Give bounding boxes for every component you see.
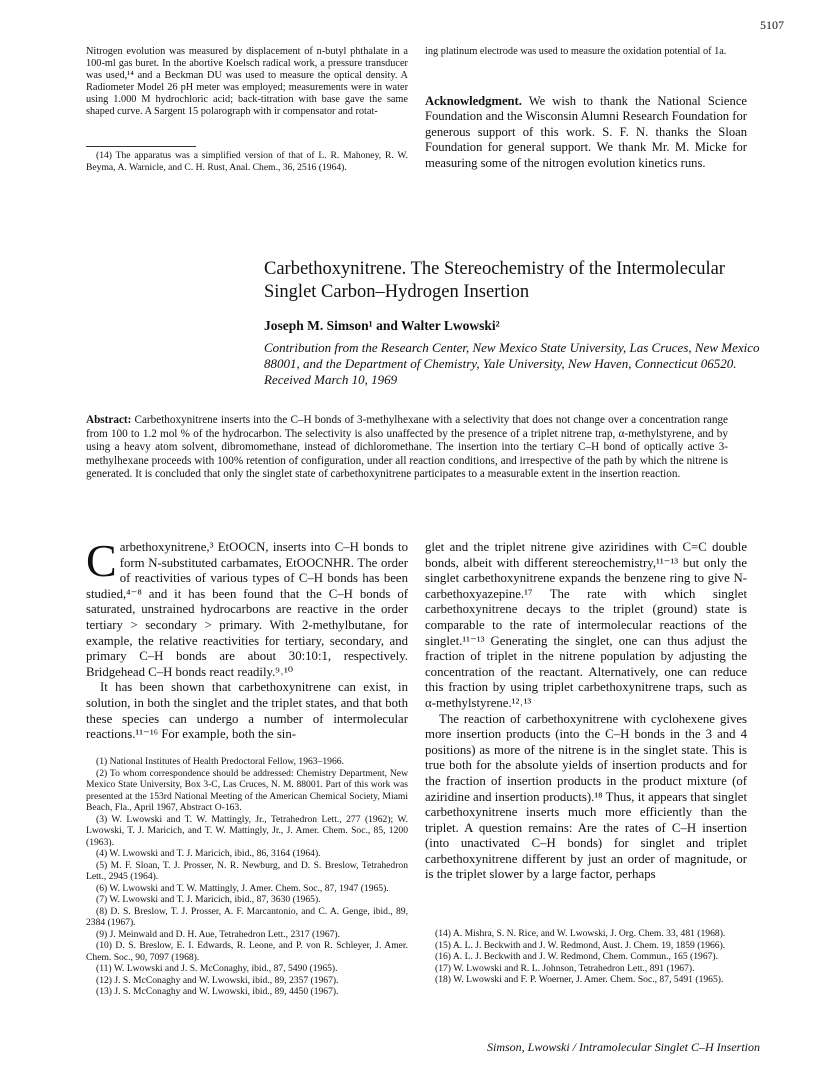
right-footnote-1: (15) A. L. J. Beckwith and J. W. Redmond, Aust. J. Chem. 19, 1859 (1966). xyxy=(435,939,726,951)
right-footnotes xyxy=(425,928,747,986)
top-left-footnote xyxy=(86,150,408,173)
footnote-rule xyxy=(86,146,196,147)
intro-paragraph-2: It has been shown that carbethoxynitrene can exist, in solution, in both the singlet and the triplet states, and that both these species can undergo a number of intermolecular reactions.¹¹⁻¹⁶ For example, both the sin- xyxy=(86,680,408,742)
intro-paragraph-1-text: arbethoxynitrene,³ EtOOCN, inserts into C–H bonds to form N-substituted carbamates, EtOOCNHR. The order of reactivities of various types of C–H bonds has been studied,⁴⁻⁸ and it has been found that the C–H bonds of saturated, unstrained hydrocarbons are reactive in the order tertiary > secondary > primary. With 2-methylbutane, for example, the relative reactivities for tertiary, secondary, and primary C–H bonds are about 30:10:1, respectively. Bridgehead C–H bonds react readily.⁹˒¹⁰ xyxy=(86,540,408,679)
left-footnote-5: (6) W. Lwowski and T. W. Mattingly, J. Amer. Chem. Soc., 87, 1947 (1965). xyxy=(96,882,389,894)
left-body-column xyxy=(86,535,408,743)
left-footnote-6: (7) W. Lwowski and T. J. Maricich, ibid., 87, 3630 (1965). xyxy=(96,894,321,905)
right-footnote-4: (18) W. Lwowski and F. P. Woerner, J. Amer. Chem. Soc., 87, 5491 (1965). xyxy=(435,974,724,985)
right-body-column xyxy=(425,540,747,883)
left-footnote-8: (9) J. Meinwald and D. H. Aue, Tetrahedron Lett., 2317 (1967). xyxy=(96,928,341,940)
abstract-text: Carbethoxynitrene inserts into the C–H bonds of 3-methylhexane with a selectivity that does not change over a concentration range from 100 to 1.2 mol % of the hydrocarbon. The selectivity is also unaffected by the presence of a triplet nitrene trap, α-methylstyrene, and by using a heavy atom solvent, dibromomethane, instead of dichloromethane. The insertion into the tertiary C–H bond of optically active 3-methylhexane proceeds with 100% retention of configuration, under all reaction conditions, and irrespective of the path by which the nitrene is generated. It is concluded that only the singlet state of carbethoxynitrene participates to a measurable extent in the insertion reaction. xyxy=(86,414,729,481)
left-footnote-3: (4) W. Lwowski and T. J. Maricich, ibid., 86, 3164 (1964). xyxy=(96,848,321,859)
article-title: Carbethoxynitrene. The Stereochemistry of the Intermolecular Singlet Carbon–Hydrogen Insertion xyxy=(264,259,725,302)
right-paragraph-2: The reaction of carbethoxynitrene with cyclohexene gives more insertion products (into the C–H bonds in the 3 and 4 positions) as more of the nitrene is in the singlet state. This is true both for the absolute yields of insertion products and for the fraction of insertion products in the product mixture (of aziridine and insertion products).¹⁸ Thus, it appears that singlet carbethoxynitrene inserts much more efficiently than the triplet. A question remains: Are the rates of C–H insertion (into unactivated C–H bonds) for singlet and triplet carbethoxynitrene different by just an order of magnitude, or is the triplet slower by a large factor, perhaps xyxy=(425,711,747,882)
left-footnote-12: (13) J. S. McConaghy and W. Lwowski, ibid., 89, 4450 (1967). xyxy=(96,986,339,997)
left-footnote-1: (2) To whom correspondence should be addressed: Chemistry Department, New Mexico State University, Box 3-C, Las Cruces, N. M. 88001. Part of this work was presented at the 153rd National Meeting of the American Chemical Society, Miami Beach, Fla., April 1967, Abstract O-163. xyxy=(86,767,408,813)
right-footnote-2: (16) A. L. J. Beckwith and J. W. Redmond, Chem. Commun., 165 (1967). xyxy=(435,951,719,962)
running-footer: Simson, Lwowski / Intramolecular Singlet C–H Insertion xyxy=(487,1040,760,1054)
right-footnote-0: (14) A. Mishra, S. N. Rice, and W. Lwowski, J. Org. Chem. 33, 481 (1968). xyxy=(435,928,726,939)
top-left-paragraph xyxy=(86,46,408,118)
abstract-label: Abstract: xyxy=(86,414,132,426)
left-footnote-9: (10) D. S. Breslow, E. I. Edwards, R. Leone, and P. von R. Schleyer, J. Amer. Chem. Soc., 90, 7097 (1968). xyxy=(86,940,408,963)
top-right-paragraph-text: ing platinum electrode was used to measure the oxidation potential of 1a. xyxy=(425,46,727,57)
affiliation: Contribution from the Research Center, New Mexico State University, Las Cruces, New Mexico 88001, and the Department of Chemistry, Yale University, New Haven, Connecticut 06520. Received March 10, 1969 xyxy=(264,340,760,387)
acknowledgment xyxy=(425,94,747,171)
left-footnote-0: (1) National Institutes of Health Predoctoral Fellow, 1963–1966. xyxy=(96,756,344,767)
left-footnote-2: (3) W. Lwowski and T. W. Mattingly, Jr., Tetrahedron Lett., 277 (1962); W. Lwowski, T. J. Maricich, and T. W. Mattingly, Jr., J. Amer. Chem. Soc., 85, 1200 (1963). xyxy=(86,813,408,848)
acknowledgment-text: We wish to thank the National Science Foundation and the Wisconsin Alumni Research Foundation for generous support of this work. S. F. N. thanks the Sloan Foundation for general support. We thank Mr. M. Micke for measuring some of the nitrogen evolution kinetics runs. xyxy=(425,94,747,170)
footnote-14-top: (14) The apparatus was a simplified version of that of L. R. Mahoney, R. W. Beyma, A. Warnicle, and C. H. Rust, Anal. Chem., 36, 2516 (1964). xyxy=(86,150,408,173)
authors: Joseph M. Simson¹ and Walter Lwowski² xyxy=(264,318,500,333)
left-footnote-7: (8) D. S. Breslow, T. J. Prosser, A. F. Marcantonio, and C. A. Genge, ibid., 89, 2384 (1967). xyxy=(86,905,408,928)
left-footnote-11: (12) J. S. McConaghy and W. Lwowski, ibid., 89, 2357 (1967). xyxy=(96,974,339,986)
left-footnotes xyxy=(86,756,408,998)
left-footnote-4: (5) M. F. Sloan, T. J. Prosser, N. R. Newburg, and D. S. Breslow, Tetrahedron Lett., 2945 (1964). xyxy=(86,859,408,882)
top-left-paragraph-text: Nitrogen evolution was measured by displacement of n-butyl phthalate in a 100-ml gas buret. In the abortive Koelsch radical work, a pressure transducer was used,¹⁴ and a Beckman DU was used to measure the optical density. A Radiometer Model 26 pH meter was employed; measurements were in water using 1.000 M hydrochloric acid; back-titration with base gave the same shaped curve. A Sargent 15 polarograph with ir compensator and rotat- xyxy=(86,46,408,117)
page-number: 5107 xyxy=(760,18,784,32)
right-paragraph-1: glet and the triplet nitrene give aziridines with C=C double bonds, albeit with different stereochemistry,¹¹⁻¹³ but only the singlet carbethoxynitrene expands the benzene ring to give N-carbethoxyazepine.¹⁷ The rate with which singlet carbethoxynitrene decays to the triplet (ground) state is comparable to the rate of intermolecular reactions of the singlet.¹¹⁻¹³ Generating the singlet, one can thus adjust the fraction of triplet in the nitrene population by adjusting the concentration of the reactant. Alternatively, one can reduce this fraction by using triplet carbethoxynitrene traps, such as α-methylstyrene.¹²˒¹³ xyxy=(425,540,747,710)
left-footnote-10: (11) W. Lwowski and J. S. McConaghy, ibid., 87, 5490 (1965). xyxy=(96,963,338,974)
intro-paragraph-1 xyxy=(86,535,408,680)
top-right-paragraph xyxy=(425,46,747,58)
acknowledgment-heading: Acknowledgment. xyxy=(425,94,522,108)
right-footnote-3: (17) W. Lwowski and R. L. Johnson, Tetrahedron Lett., 891 (1967). xyxy=(435,962,695,974)
drop-cap: C xyxy=(86,535,117,586)
abstract xyxy=(86,414,728,482)
